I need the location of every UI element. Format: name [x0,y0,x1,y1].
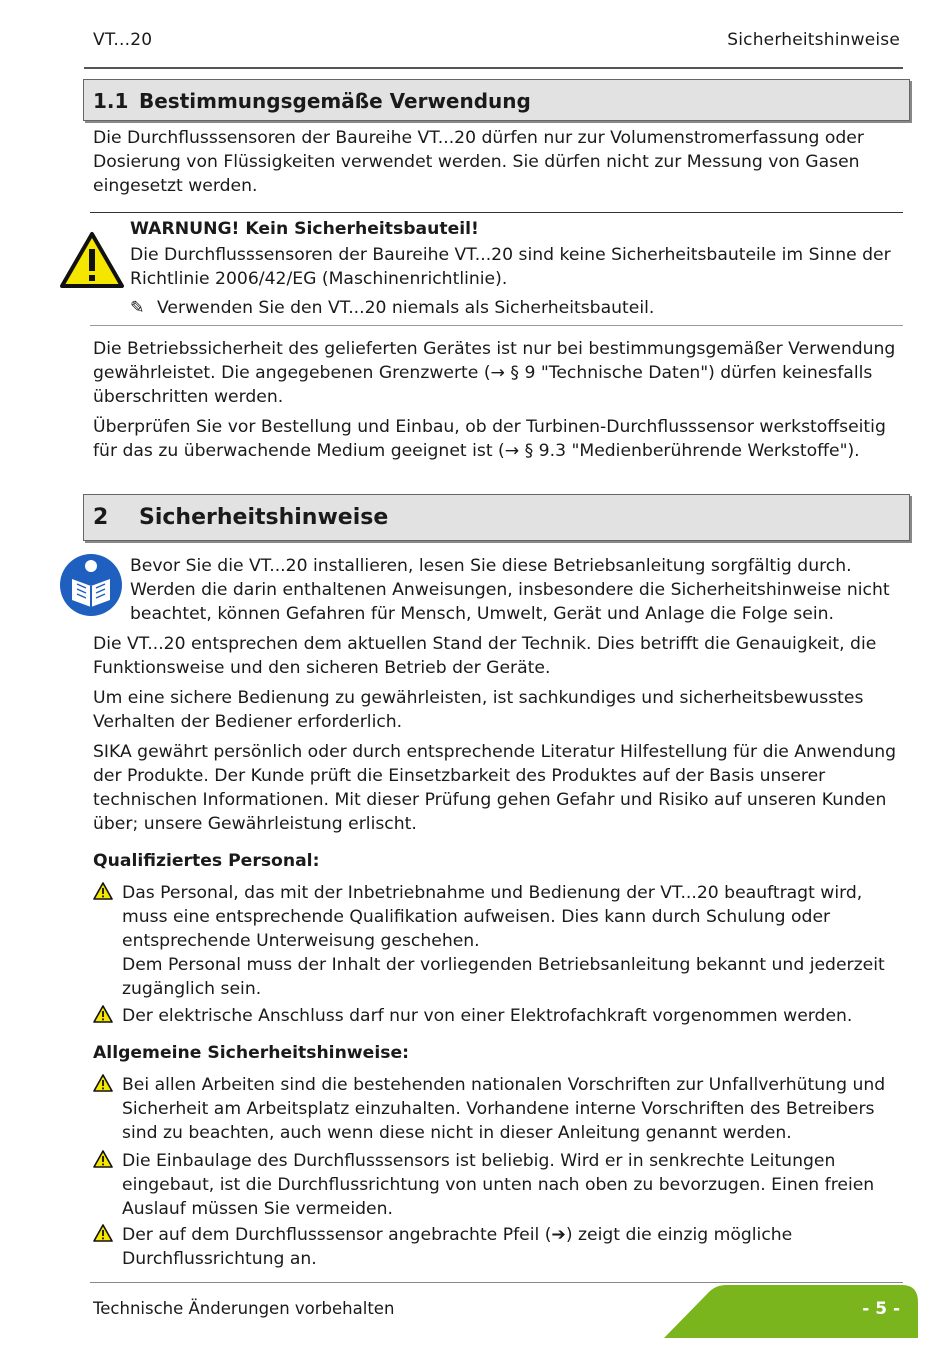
list-item: Der auf dem Durchflusssensor angebrachte Pfeil (➔) zeigt die einzig mögliche Durchflussrichtung an. [122,1225,793,1269]
qualified-personnel-heading: Qualifiziertes Personal: [93,851,320,871]
page-number: - 5 - [862,1299,900,1319]
section-number: 1.1 [93,89,129,113]
list-item: Bei allen Arbeiten sind die bestehenden nationalen Vorschriften zur Unfallverhütung und Sicherheit am Arbeitsplatz einzuhalten. Vorhandene interne Vorschriften des Betreibers sind zu beachten, auch wenn diese nicht in dieser Anleitung genannt werden. [122,1075,886,1143]
section-number: 2 [93,505,109,530]
footer-divider [90,1282,903,1283]
header-chapter-title: Sicherheitshinweise [727,30,900,50]
warning-bottom-rule [90,325,903,326]
warning-triangle-icon [59,231,125,289]
list-item: Das Personal, das mit der Inbetriebnahme und Bedienung der VT...20 beauftragt wird, muss eine entsprechende Qualifikation aufweisen. Dies kann durch Schulung oder entsprechende Unterweisung geschehen. [122,883,863,951]
list-item: Der elektrische Anschluss darf nur von einer Elektrofachkraft vorgenommen werden. [122,1006,853,1026]
warning-triangle-icon [93,1074,113,1092]
warning-title: WARNUNG! Kein Sicherheitsbauteil! [130,219,479,239]
action-hand-icon: ✎ [130,298,145,318]
safe-operation-paragraph: Um eine sichere Bedienung zu gewährleisten, ist sachkundiges und sicherheitsbewusstes Verhalten der Bediener erforderlich. [93,688,864,732]
intended-use-paragraph: Die Durchflusssensoren der Baureihe VT...20 dürfen nur zur Volumenstromerfassung oder Dosierung von Flüssigkeiten verwendet werden. Sie dürfen nicht zur Messung von Gasen eingesetzt werden. [93,128,864,196]
support-paragraph: SIKA gewährt persönlich oder durch entsprechende Literatur Hilfestellung für die Anwendung der Produkte. Der Kunde prüft die Einsetzbarkeit des Produktes auf der Basis unserer technischen Informationen. Mit dieser Prüfung gehen Gefahr und Risiko auf unseren Kunden über; unsere Gewährleistung erlischt. [93,742,897,834]
header-doc-title: VT...20 [93,30,153,50]
warning-text: Die Durchflusssensoren der Baureihe VT...20 sind keine Sicherheitsbauteile im Sinne der Richtlinie 2006/42/EG (Maschinenrichtlinie). [130,245,891,289]
section-heading-2 [83,494,910,541]
read-manual-icon [59,553,123,617]
header-divider [84,67,903,69]
state-of-art-paragraph: Die VT...20 entsprechen dem aktuellen Stand der Technik. Dies betrifft die Genauigkeit, die Funktionsweise und den sicheren Betrieb der Geräte. [93,634,877,678]
list-item: Dem Personal muss der Inhalt der vorliegenden Betriebsanleitung bekannt und jederzeit zugänglich sein. [122,955,885,999]
warning-top-rule [90,212,903,213]
general-safety-heading: Allgemeine Sicherheitshinweise: [93,1043,409,1063]
warning-triangle-icon [93,1224,113,1242]
warning-triangle-icon [93,1150,113,1168]
material-check-paragraph: Überprüfen Sie vor Bestellung und Einbau, ob der Turbinen-Durchflusssensor werkstoffseitig für das zu überwachende Medium geeignet ist (→ § 9.3 "Medienberührende Werkstoffe"). [93,417,886,461]
warning-action: Verwenden Sie den VT...20 niemals als Sicherheitsbauteil. [157,298,655,318]
warning-triangle-icon [93,882,113,900]
manual-note-text: Bevor Sie die VT...20 installieren, lesen Sie diese Betriebsanleitung sorgfältig durch. Werden die darin enthaltenen Anweisungen, insbesondere die Sicherheitshinweise nicht beachtet, können Gefahren für Mensch, Umwelt, Gerät und Anlage die Folge sein. [130,556,890,624]
footer-disclaimer: Technische Änderungen vorbehalten [93,1299,395,1318]
list-item: Die Einbaulage des Durchflusssensors ist beliebig. Wird er in senkrechte Leitungen eingebaut, ist die Durchflussrichtung von unten nach oben zu bevorzugen. Einen freien Auslauf müssen Sie vermeiden. [122,1151,875,1219]
operational-safety-paragraph: Die Betriebssicherheit des gelieferten Gerätes ist nur bei bestimmungsgemäßer Verwendung gewährleistet. Die angegebenen Grenzwerte (→ § 9 "Technische Daten") dürfen keinesfalls überschritten werden. [93,339,896,407]
section-title: Bestimmungsgemäße Verwendung [139,89,531,113]
section-title: Sicherheitshinweise [139,505,389,530]
warning-triangle-icon [93,1005,113,1023]
section-heading-1-1 [83,79,910,121]
